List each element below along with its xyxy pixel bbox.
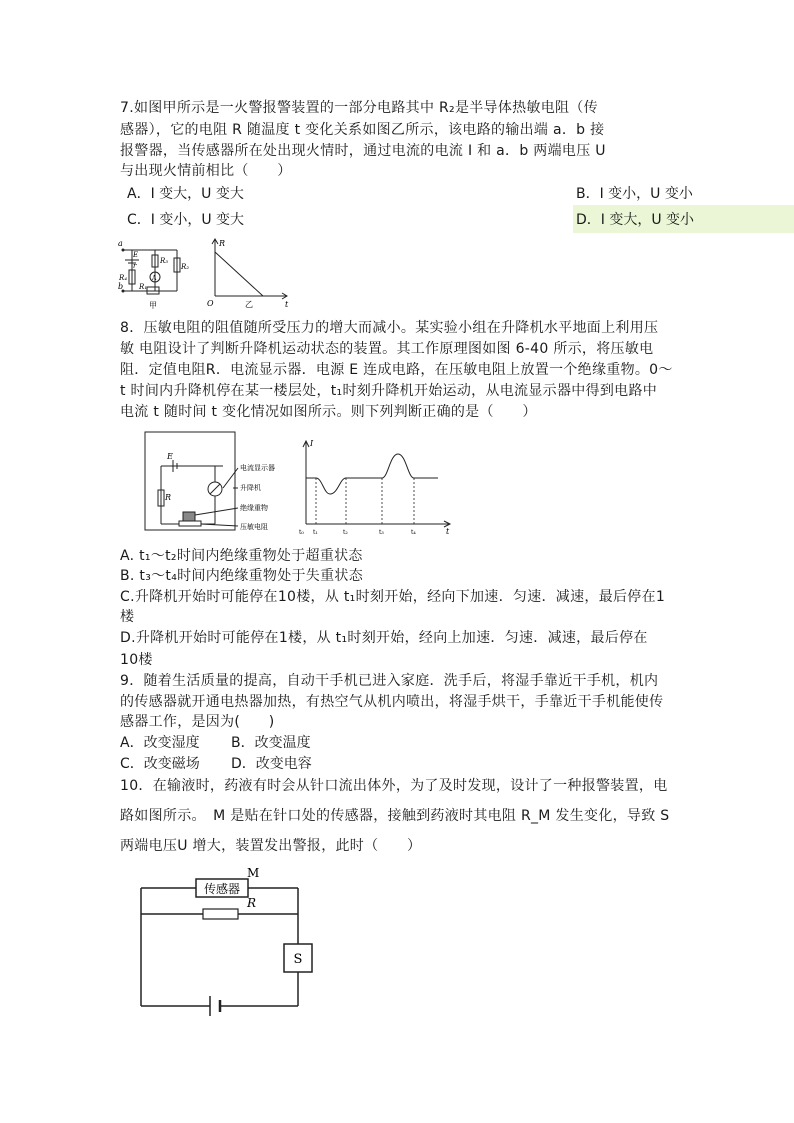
q10-resistor-box bbox=[203, 909, 238, 919]
q7-yi-origin: O bbox=[207, 299, 214, 308]
q8-line-2: 敏 电阻设计了判断升降机运动状态的装置。其工作原理图如图 6-40 所示，将压敏电 bbox=[120, 341, 654, 357]
q7-yi-axis-r: R bbox=[219, 239, 226, 248]
q8-fig-label-display: 电流显示器 bbox=[240, 464, 275, 472]
q7-option-b[interactable]: B．I 变小，U 变小 bbox=[576, 186, 693, 202]
q8-option-d[interactable]: D.升降机开始时可能停在1楼，从 t₁时刻开始，经向上加速．匀速．减速，最后停在 bbox=[120, 630, 648, 646]
q8-fig-label-weight: 绝缘重物 bbox=[240, 504, 268, 512]
q8-graph-tick-t3: t₃ bbox=[379, 529, 384, 536]
q10-line-3: 两端电压U 增大，装置发出警报，此时（ ） bbox=[120, 838, 422, 854]
q8-fig-label-e: E bbox=[167, 452, 173, 461]
q8-graph-tick-t1: t₁ bbox=[313, 529, 318, 536]
q9-line-1: 9．随着生活质量的提高，自动干手机已进入家庭．洗手后，将湿手靠近干手机，机内 bbox=[120, 673, 659, 689]
q9-option-c[interactable]: C．改变磁场 bbox=[120, 756, 200, 772]
q7-jia-caption: 甲 bbox=[149, 301, 157, 310]
q10-circuit-figure bbox=[138, 866, 313, 1016]
q8-fig-label-resistor: 压敏电阻 bbox=[240, 523, 268, 531]
q7-yi-axis-t: t bbox=[285, 300, 289, 309]
q8-line-3: 阻．定值电阻R．电流显示器．电源 E 连成电路，在压敏电阻上放置一个绝缘重物。0～ bbox=[120, 362, 673, 378]
q8-option-a[interactable]: A. t₁～t₂时间内绝缘重物处于超重状态 bbox=[120, 548, 363, 564]
q9-option-d[interactable]: D．改变电容 bbox=[231, 756, 312, 772]
q8-fig-label-elevator: 升降机 bbox=[240, 484, 261, 492]
q10-line-2: 路如图所示。 M 是贴在针口处的传感器，接触到药液时其电阻 R_M 发生变化，导致 S bbox=[120, 808, 670, 824]
q7-line-3: 报警器，当传感器所在处出现火情时，通过电流的电流 I 和 a．b 两端电压 U bbox=[120, 143, 606, 159]
q8-apparatus-figure bbox=[143, 430, 303, 540]
q8-graph-x-label: t bbox=[446, 527, 450, 536]
q10-line-1: 10．在输液时，药液有时会从针口流出体外，为了及时发现，设计了一种报警装置，电 bbox=[120, 778, 668, 794]
q8-line-5: 电流 t 随时间 t 变化情况如图所示。则下列判断正确的是（ ） bbox=[120, 404, 537, 420]
q8-option-c[interactable]: C.升降机开始时可能停在10楼，从 t₁时刻开始，经向下加速．匀速．减速，最后停在1 bbox=[120, 589, 666, 605]
q7-jia-label-b: b bbox=[118, 282, 124, 291]
q7-jia-label-a: a bbox=[118, 239, 123, 248]
q9-option-a[interactable]: A．改变湿度 bbox=[120, 735, 200, 751]
q8-current-graph-figure bbox=[298, 436, 458, 536]
q9-option-b[interactable]: B．改变温度 bbox=[231, 735, 311, 751]
q7-jia-label-r: r bbox=[133, 262, 137, 270]
q8-graph-tick-t0: t₀ bbox=[299, 529, 304, 536]
q9-line-2: 的传感器就开通电热器加热，有热空气从机内喷出，将湿手烘干，手靠近干手机能使传 bbox=[120, 694, 664, 710]
q7-jia-label-r4: R₄ bbox=[119, 274, 128, 282]
q7-yi-caption: 乙 bbox=[245, 300, 253, 309]
q10-label-s: S bbox=[293, 952, 303, 967]
q8-graph-y-label: I bbox=[310, 439, 314, 448]
q8-line-1: 8．压敏电阻的阻值随所受压力的增大而减小。某实验小组在升降机水平地面上利用压 bbox=[120, 320, 659, 336]
q7-line-4: 与出现火情前相比（ ） bbox=[120, 163, 292, 179]
q7-graph-yi-figure bbox=[205, 236, 295, 311]
q8-graph-tick-t2: t₂ bbox=[343, 529, 348, 536]
q9-line-3: 感器工作，是因为( ) bbox=[120, 714, 275, 730]
q7-line-2: 感器），它的电阻 R 随温度 t 变化关系如图乙所示，该电路的输出端 a．b 接 bbox=[120, 122, 605, 138]
q8-line-4: t 时间内升降机停在某一楼层处，t₁时刻升降机开始运动，从电流显示器中得到电路中 bbox=[120, 383, 658, 399]
q7-jia-label-r1: R₁ bbox=[139, 283, 148, 291]
current-curve bbox=[306, 454, 438, 494]
q8-fig-label-r: R bbox=[165, 493, 172, 502]
q7-option-d[interactable]: D．I 变大，U 变小 bbox=[576, 212, 695, 228]
q7-jia-label-e: E bbox=[133, 251, 139, 259]
q7-option-a[interactable]: A．I 变大，U 变大 bbox=[127, 186, 244, 202]
q7-jia-label-r3: R₃ bbox=[160, 257, 169, 265]
q8-option-d-cont: 10楼 bbox=[120, 652, 153, 668]
q7-circuit-jia-figure bbox=[117, 238, 207, 313]
q10-label-r: R bbox=[247, 896, 257, 910]
q8-option-c-cont: 楼 bbox=[120, 609, 135, 625]
q8-option-b[interactable]: B. t₃～t₄时间内绝缘重物处于失重状态 bbox=[120, 568, 364, 584]
q10-label-m: M bbox=[247, 866, 260, 880]
q10-sensor-label: 传感器 bbox=[203, 882, 241, 896]
q7-jia-ammeter-label: A bbox=[152, 275, 157, 282]
q8-graph-tick-t4: t₄ bbox=[411, 529, 416, 536]
q7-option-c[interactable]: C．I 变小，U 变大 bbox=[127, 212, 245, 228]
q7-jia-label-r2: R₂ bbox=[181, 263, 190, 271]
q7-line-1: 7.如图甲所示是一火警报警装置的一部分电路其中 R₂是半导体热敏电阻（传 bbox=[120, 100, 598, 116]
